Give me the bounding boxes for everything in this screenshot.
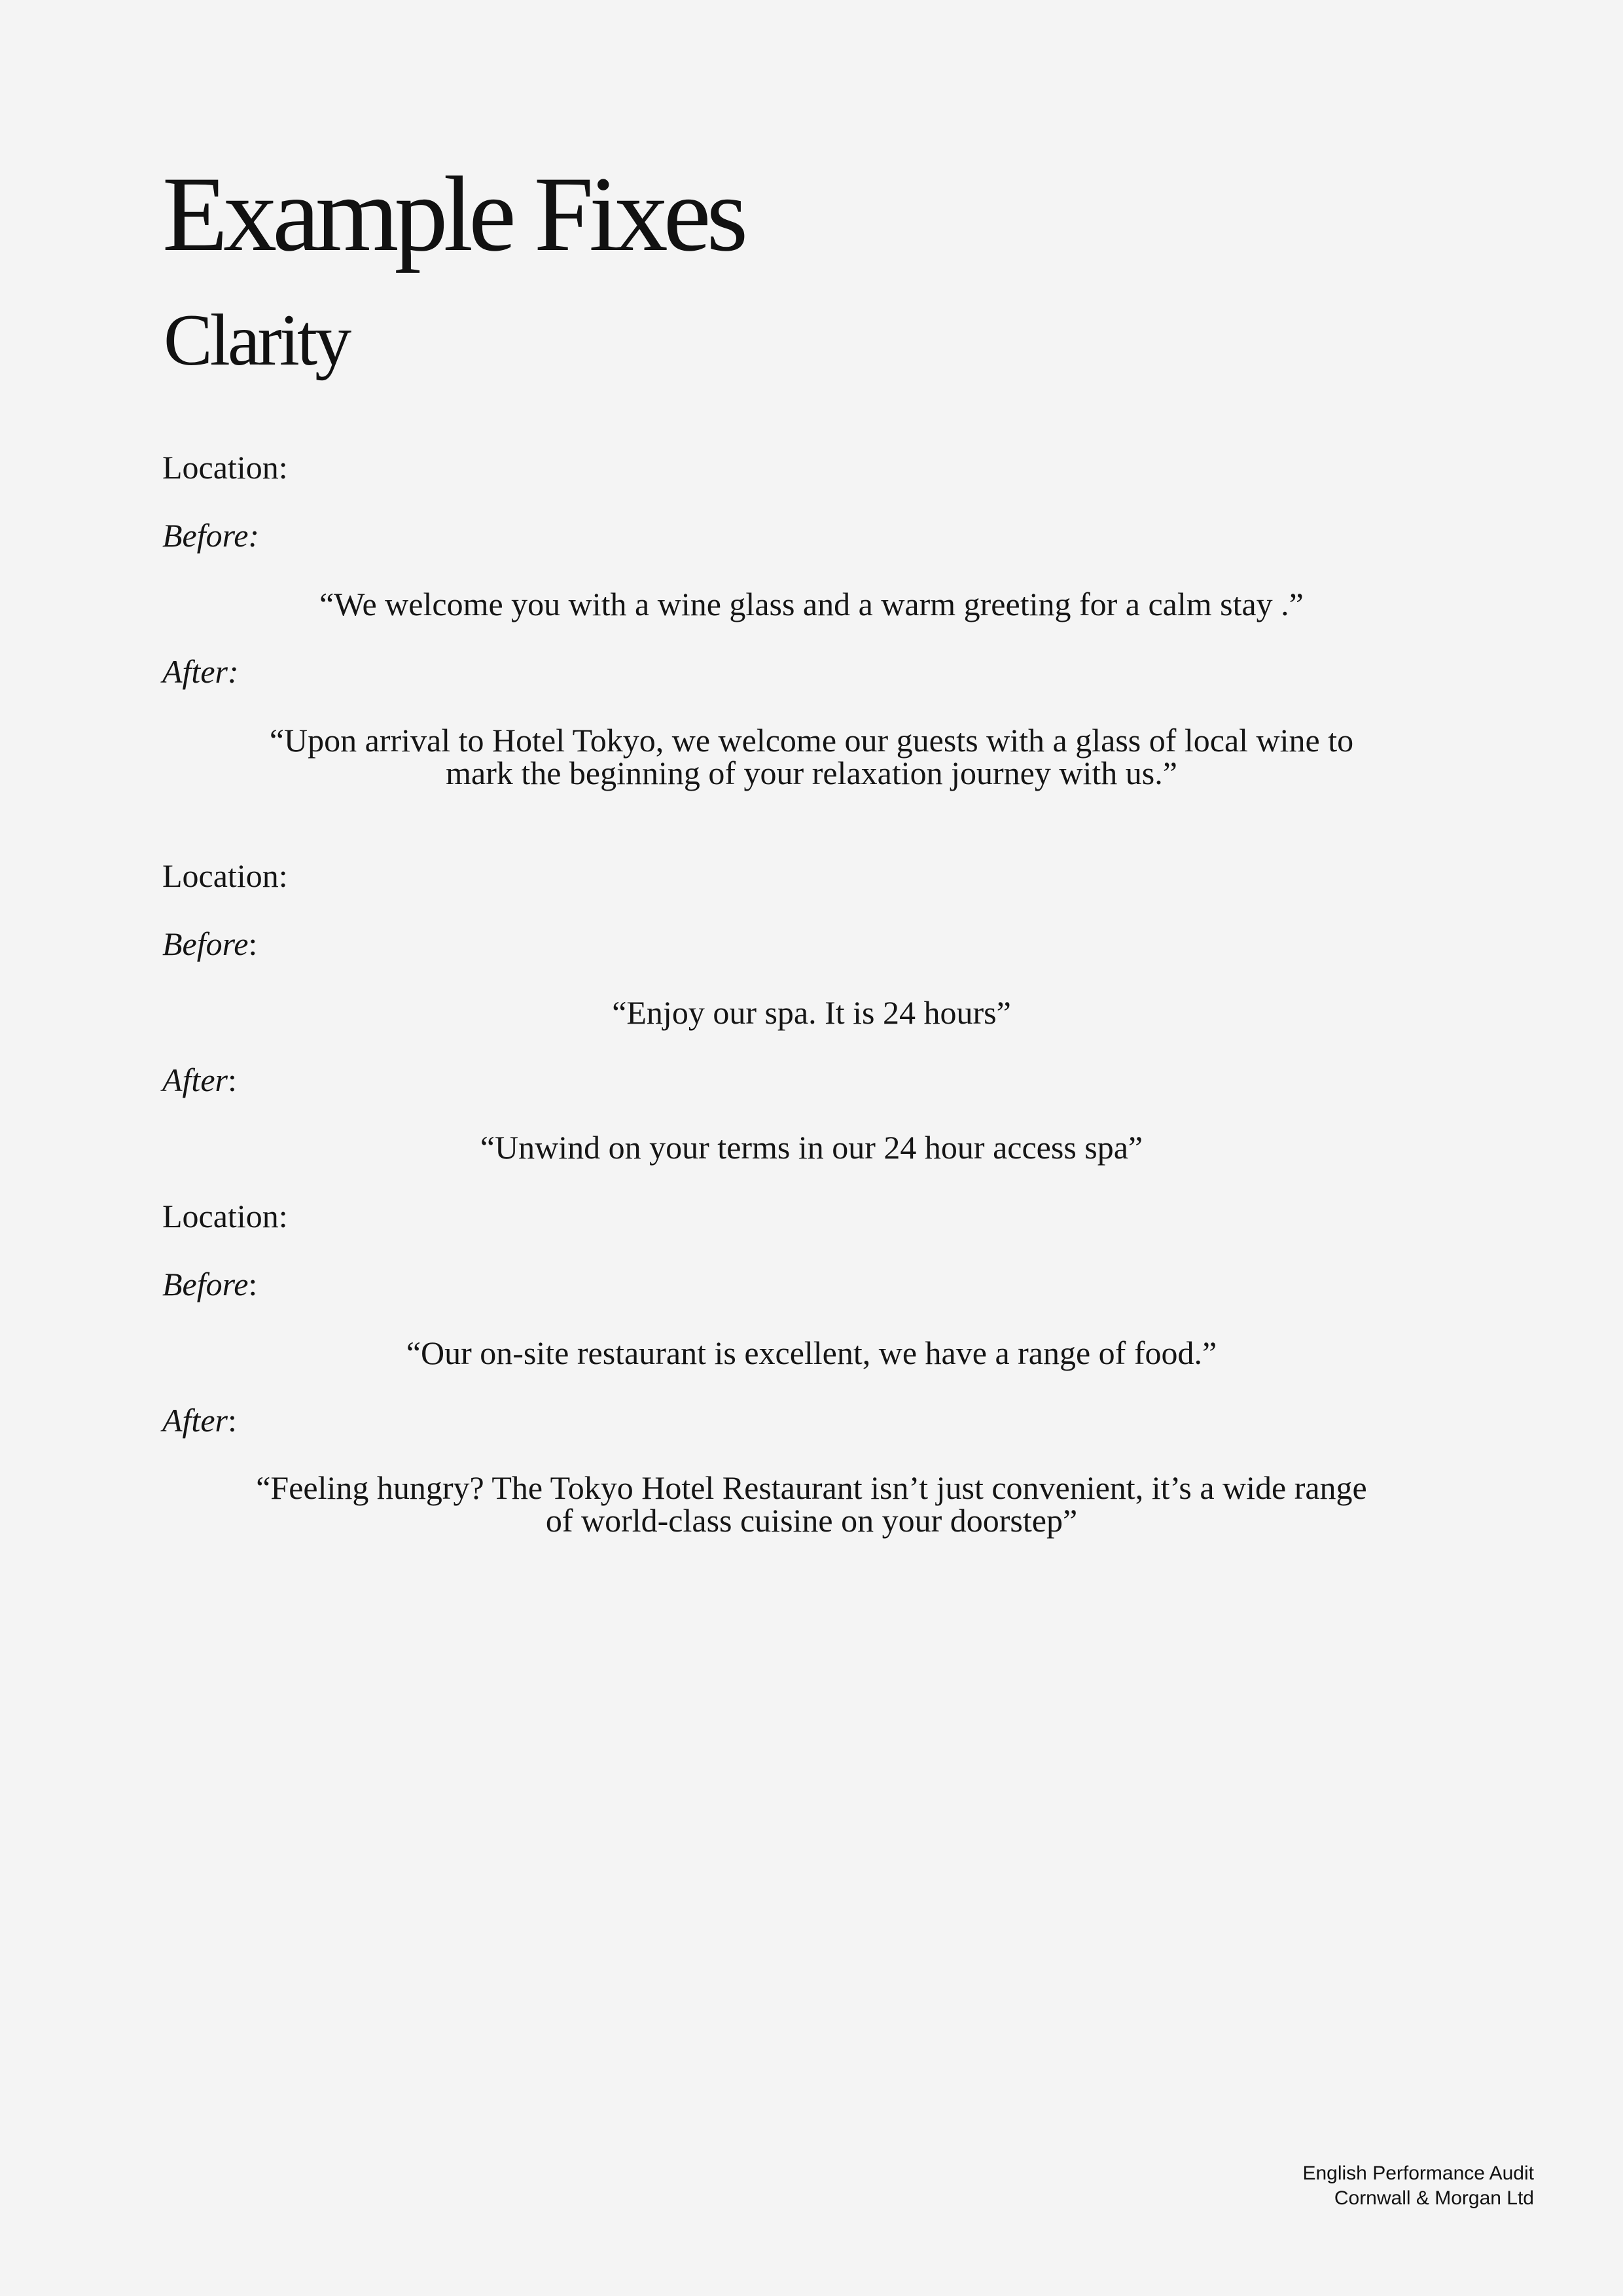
fix-2-before-text: “Enjoy our spa. It is 24 hours” [612, 994, 1011, 1031]
fix-3-before-text: “Our on-site restaurant is excellent, we have a range of food.” [406, 1335, 1217, 1371]
footer [1302, 2161, 1534, 2211]
fix-2-before-label-row [162, 924, 257, 963]
fix-2-before-label: Before [162, 925, 249, 962]
fix-3-before-label: Before [162, 1266, 249, 1302]
section-heading: Clarity [164, 300, 349, 381]
fix-1-before-label: Before: [162, 517, 260, 554]
fix-2-location-label: Location: [162, 857, 288, 894]
fix-2-after-label-row [162, 1060, 237, 1100]
fix-1-after-text-line-2: mark the beginning of your relaxation journey with us.” [446, 755, 1177, 791]
page-title: Example Fixes [162, 155, 744, 274]
fix-1-after-label: After: [162, 653, 239, 690]
fix-3-before-colon: : [248, 1266, 258, 1302]
fix-3-location-label: Location: [162, 1198, 288, 1234]
fix-3-before-label-row [162, 1265, 257, 1304]
fix-1-location-label: Location: [162, 449, 288, 486]
fix-1-before-text: “We welcome you with a wine glass and a warm greeting for a calm stay .” [319, 586, 1304, 622]
fix-3-after-colon: : [227, 1402, 237, 1439]
fix-3-after-label-row [162, 1401, 237, 1440]
footer-report-name: English Performance Audit [1302, 2162, 1534, 2184]
fix-2-after-text-line-1: “Unwind on your terms in our 24 hour access spa” [480, 1129, 1143, 1166]
footer-company-name: Cornwall & Morgan Ltd [1334, 2187, 1534, 2209]
fix-3-after-text-line-1: “Feeling hungry? The Tokyo Hotel Restaurant isn’t just convenient, it’s a wide range [256, 1469, 1367, 1506]
fix-1-after-text-line-1: “Upon arrival to Hotel Tokyo, we welcome our guests with a glass of local wine to [269, 722, 1354, 759]
fix-2-before-colon: : [248, 925, 258, 962]
fix-2-after-colon: : [227, 1062, 237, 1098]
fix-2-after-label: After [162, 1062, 228, 1098]
fix-3-after-text-line-2: of world-class cuisine on your doorstep” [545, 1502, 1078, 1539]
fix-3-after-label: After [162, 1402, 228, 1439]
